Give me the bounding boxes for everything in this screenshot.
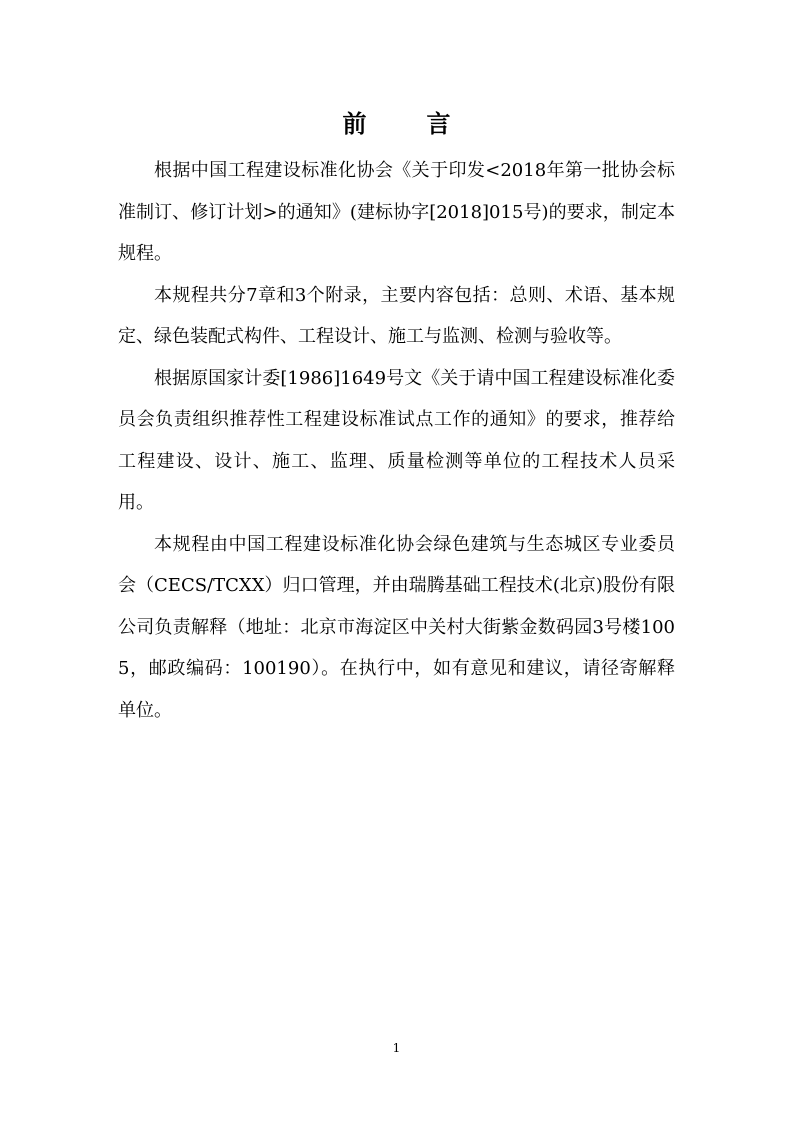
paragraph-basis: 根据中国工程建设标准化协会《关于印发<2018年第一批协会标准制订、修订计划>的通知》(建标协字[2018]015号)的要求，制定本规程。 [118, 160, 675, 264]
paragraph-contents: 本规程共分7章和3个附录，主要内容包括：总则、术语、基本规定、绿色装配式构件、工程设计、施工与监测、检测与验收等。 [118, 284, 675, 347]
paragraph-recommendation: 根据原国家计委[1986]1649号文《关于请中国工程建设标准化委员会负责组织推荐性工程建设标准试点工作的通知》的要求，推荐给工程建设、设计、施工、监理、质量检测等单位的工程技术人员采用。 [118, 367, 675, 513]
paragraph-management: 本规程由中国工程建设标准化协会绿色建筑与生态城区专业委员会（CECS/TCXX）归口管理，并由瑞腾基础工程技术(北京)股份有限公司负责解释（地址：北京市海淀区中关村大街紫金数码园3号楼1005，邮政编码：100190）。在执行中，如有意见和建议，请径寄解释单位。 [118, 533, 675, 721]
page-title: 前言 [342, 109, 511, 138]
page-number: 1 [392, 1041, 401, 1055]
foreword-body [118, 150, 675, 731]
